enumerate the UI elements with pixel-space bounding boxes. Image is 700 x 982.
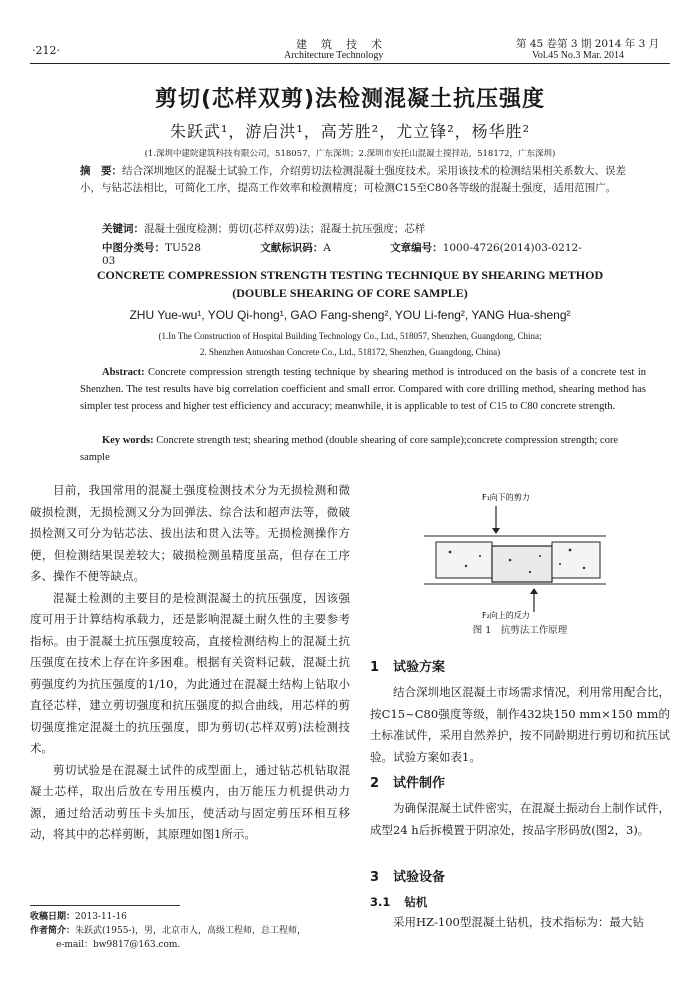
figure-1 [370, 486, 670, 620]
footnote [30, 910, 350, 952]
keywords-cn [102, 221, 646, 236]
clc-code: 中图分类号：TU528 [102, 242, 201, 254]
paper-title-cn: 剪切(芯样双剪)法检测混凝土抗压强度 [154, 87, 546, 112]
author-email: e-mail：bw9817@163.com. [56, 940, 181, 950]
authors-cn: 朱跃武¹，游启洪¹，高芳胜²，尤立锋²，杨华胜² [169, 122, 531, 141]
body-paragraph: 目前，我国常用的混凝土强度检测技术分为无损检测和微破损检测，无损检测又分为回弹法、综合法和超声法等，微破损检测又可分为钻芯法、拔出法和贯入法等。无损检测操作方便，但检测结果误差较大；破损检测虽精度虽高，但存在工序多、操作不便等缺点。 [30, 483, 350, 583]
abstract-en-text: Concrete compression strength testing technique by shearing method is introduced on the basis of a concrete test in Shenzhen. The test results have big correlation coefficient and small error. Compared with core drilling method, shearing method has simpler test process and higher test efficiency and accuracy; meanwhile, it is applicable to test of C15 to C80 concrete strength. [80, 367, 647, 412]
volume-info-en: Vol.45 No.3 Mar. 2014 [532, 50, 625, 61]
section-1-text: 结合深圳地区混凝土市场需求情况，利用常用配合比，按C15~C80强度等级，制作432块150 mm×150 mm的土标准试件，采用自然养护，按不同龄期进行剪切和抗压试验。试验方案如表1。 [370, 685, 670, 764]
section-2-heading: 2 试件制作 [370, 776, 446, 791]
body-paragraph: 混凝土检测的主要目的是检测混凝土的抗压强度，因该强度可用于计算结构承载力，还是影响混凝土耐久性的主要参考指标。由于混凝土抗压强度较高，直接检测结构上的混凝土抗压强度在技术上存在许多困难。根据有关资料记载，混凝土抗剪强度约为抗压强度的1/10，为此通过在混凝土结构上钻取小直径芯样，建立剪切强度和抗压强度的拟合曲线，用芯样的剪切强度推定混凝土的抗压强度，即为剪切(芯样双剪)法检测技术。 [30, 590, 350, 755]
affiliation-cn: (1.深圳中建院建筑科技有限公司，518057，广东深圳；2.深圳市安托山混凝土搅拌站，518172，广东深圳) [144, 149, 556, 159]
figure-top-label: F₁向下的剪力 [482, 493, 530, 502]
title-en-line2: (DOUBLE SHEARING OF CORE SAMPLE) [232, 286, 468, 300]
journal-title-en: Architecture Technology [284, 50, 384, 61]
footnote-divider [30, 905, 180, 906]
paper-title-en [0, 266, 700, 302]
keywords-en-text: Concrete strength test; shearing method (double shearing of core sample);concrete compression strength; core sample [80, 435, 619, 463]
header-divider [30, 63, 670, 64]
abstract-cn [80, 163, 646, 197]
affiliation-en: (1.In The Construction of Hospital Building Technology Co., Ltd., 518057, Shenzhen, Guangdong, China; 2. Shenzhen Antuoshan Concrete Co., Ltd., 518172, Shenzhen, Guangdong, China) [158, 331, 542, 357]
journal-title-cn: 建筑技术 [296, 38, 396, 51]
shear-segment-middle [492, 546, 552, 582]
volume-info-cn: 第 45 卷第 3 期 2014 年 3 月 [516, 38, 660, 50]
document-code: 文献标识码：A [260, 242, 331, 254]
abstract-en [80, 364, 646, 415]
body-paragraph: 剪切试验是在混凝土试件的成型面上，通过钻芯机钻取混凝土芯样，取出后放在专用压模内，由万能压力机提供动力源，通过给活动剪压卡头加压，使活动与固定剪压环相互移动，将其中的芯样剪断，其原理如图1所示。 [30, 762, 350, 841]
author-bio: 作者简介：朱跃武(1955-)，男，北京市人，高级工程师，总工程师， [30, 926, 306, 936]
title-en-line1: CONCRETE COMPRESSION STRENGTH TESTING TECHNIQUE BY SHEARING METHOD [96, 268, 604, 282]
section-1-heading: 1 试验方案 [370, 660, 446, 675]
section-3-1-text: 采用HZ-100型混凝土钻机，技术指标为：最大钻 [393, 915, 644, 929]
figure-1-caption: 图 1 抗剪法工作原理 [472, 625, 568, 636]
keywords-cn-label: 关键词： [102, 223, 144, 235]
keywords-en-label: Key words: [102, 435, 154, 446]
core-sample-right [552, 542, 600, 578]
section-3-1-heading: 3.1 钻机 [370, 895, 428, 909]
keywords-en [80, 432, 646, 466]
keywords-cn-text: 混凝土强度检测；剪切(芯样双剪)法；混凝土抗压强度；芯样 [144, 223, 426, 235]
body-left-column [30, 480, 350, 846]
classification-line [102, 240, 602, 267]
abstract-cn-text: 结合深圳地区的混凝土试验工作，介绍剪切法检测混凝土强度技术。采用该技术的检测结果相关系数大、误差小，与钻芯法相比，可简化工序，提高工作效率和检测精度；可检测C15至C80各等级的混凝土强度，适用范围广。 [80, 165, 626, 194]
arrow-head-down [492, 528, 500, 534]
abstract-cn-label: 摘 要： [80, 165, 122, 177]
arrow-head-up [530, 588, 538, 594]
abstract-en-label: Abstract: [102, 367, 145, 378]
page-number: ·212· [32, 44, 60, 57]
received-date: 收稿日期：2013-11-16 [30, 912, 127, 922]
shear-principle-diagram [370, 486, 670, 620]
core-sample-left [436, 542, 492, 578]
section-3-heading: 3 试验设备 [370, 870, 446, 885]
figure-bottom-label: F₂向上的反力 [482, 611, 530, 620]
authors-en: ZHU Yue-wu¹, YOU Qi-hong¹, GAO Fang-sheng², YOU Li-feng², YANG Hua-sheng² [129, 308, 571, 322]
article-number: 文章编号：1000-4726(2014)03-0212-03 [102, 242, 582, 267]
section-2-text: 为确保混凝土试件密实，在混凝土振动台上制作试件，成型24 h后拆模置于阴凉处，按品字形码放(图2，3)。 [370, 801, 670, 837]
